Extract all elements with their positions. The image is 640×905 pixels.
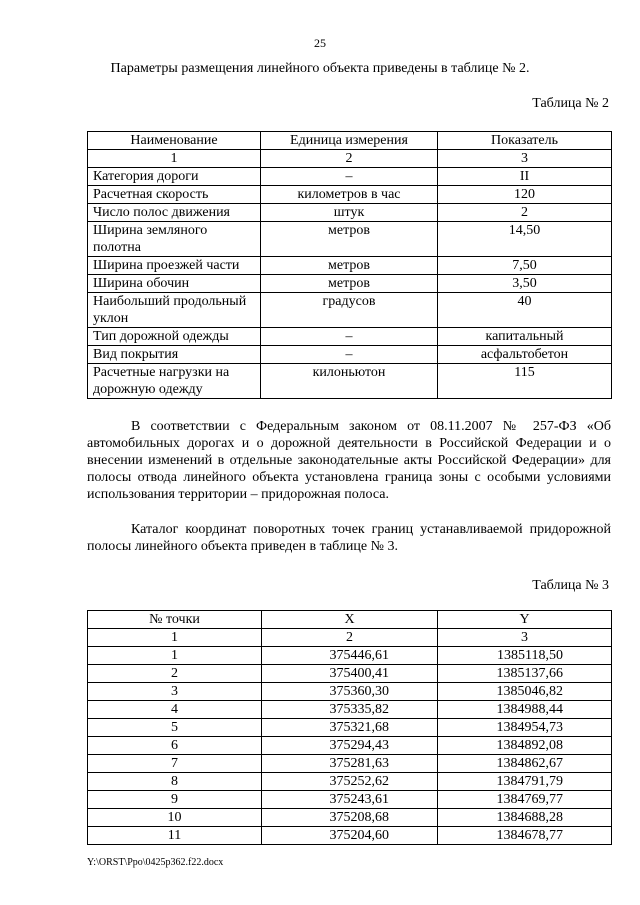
table-2-caption: Таблица № 2: [532, 96, 609, 111]
coordinate-x: 375281,63: [262, 755, 438, 773]
parameter-value: 120: [438, 186, 612, 204]
table-header-row: [88, 132, 612, 150]
parameter-name: Расчетная скорость: [88, 186, 261, 204]
parameter-name: Наибольший продольный уклон: [88, 293, 261, 328]
table-row: [88, 737, 612, 755]
coordinate-y: 1384954,73: [438, 719, 612, 737]
column-number: 3: [438, 629, 612, 647]
header-y: Y: [438, 611, 612, 629]
page-number: 25: [314, 36, 326, 50]
coordinate-y: 1384988,44: [438, 701, 612, 719]
coordinate-x: 375360,30: [262, 683, 438, 701]
parameter-unit: –: [261, 168, 438, 186]
parameter-value: II: [438, 168, 612, 186]
coordinate-x: 375400,41: [262, 665, 438, 683]
parameter-name: Вид покрытия: [88, 346, 261, 364]
coordinate-x: 375446,61: [262, 647, 438, 665]
table-row: [88, 364, 612, 399]
point-number: 10: [88, 809, 262, 827]
table-row: [88, 683, 612, 701]
table-row: [88, 719, 612, 737]
point-number: 4: [88, 701, 262, 719]
coordinate-y: 1384791,79: [438, 773, 612, 791]
coordinate-y: 1384892,08: [438, 737, 612, 755]
column-number: 2: [262, 629, 438, 647]
table-row: [88, 346, 612, 364]
table-row: [88, 827, 612, 845]
parameter-unit: метров: [261, 257, 438, 275]
parameter-name: Расчетные нагрузки на дорожную одежду: [88, 364, 261, 399]
parameter-name: Тип дорожной одежды: [88, 328, 261, 346]
parameter-name: Категория дороги: [88, 168, 261, 186]
coordinate-y: 1384678,77: [438, 827, 612, 845]
coordinate-y: 1384769,77: [438, 791, 612, 809]
coordinate-y: 1384862,67: [438, 755, 612, 773]
point-number: 3: [88, 683, 262, 701]
parameter-value: 2: [438, 204, 612, 222]
coordinates-table: [87, 610, 612, 845]
table-row: [88, 701, 612, 719]
parameter-value: 40: [438, 293, 612, 328]
column-number: 2: [261, 150, 438, 168]
coordinate-x: 375243,61: [262, 791, 438, 809]
parameter-value: 3,50: [438, 275, 612, 293]
column-number: 1: [88, 150, 261, 168]
point-number: 9: [88, 791, 262, 809]
parameter-unit: километров в час: [261, 186, 438, 204]
parameter-value: 115: [438, 364, 612, 399]
column-numbering-row: [88, 150, 612, 168]
coordinate-x: 375294,43: [262, 737, 438, 755]
point-number: 1: [88, 647, 262, 665]
parameter-value: 14,50: [438, 222, 612, 257]
point-number: 11: [88, 827, 262, 845]
table-row: [88, 222, 612, 257]
table-row: [88, 257, 612, 275]
parameter-unit: метров: [261, 222, 438, 257]
paragraph-catalog: Каталог координат поворотных точек границ устанавливаемой придорожной полосы линейного объекта приведен в таблице № 3.: [87, 522, 611, 554]
parameter-name: Ширина обочин: [88, 275, 261, 293]
parameter-name: Ширина проезжей части: [88, 257, 261, 275]
parameter-unit: –: [261, 328, 438, 346]
header-point: № точки: [88, 611, 262, 629]
parameter-value: асфальтобетон: [438, 346, 612, 364]
header-x: X: [262, 611, 438, 629]
parameters-table: [87, 131, 612, 399]
table-row: [88, 791, 612, 809]
point-number: 2: [88, 665, 262, 683]
coordinate-x: 375252,62: [262, 773, 438, 791]
parameter-unit: градусов: [261, 293, 438, 328]
parameter-name: Число полос движения: [88, 204, 261, 222]
parameter-unit: метров: [261, 275, 438, 293]
table-row: [88, 186, 612, 204]
table-header-row: [88, 611, 612, 629]
table-row: [88, 665, 612, 683]
point-number: 6: [88, 737, 262, 755]
table-row: [88, 204, 612, 222]
table-row: [88, 275, 612, 293]
parameter-unit: штук: [261, 204, 438, 222]
table-3-caption: Таблица № 3: [532, 578, 609, 593]
table-row: [88, 647, 612, 665]
column-number: 1: [88, 629, 262, 647]
paragraph-law: В соответствии с Федеральным законом от 08.11.2007 № 257-ФЗ «Об автомобильных дорогах и о дорожной деятельности в Российской Федерации и о внесении изменений в отдельные законодательные акты Российской Федерации» для полосы отвода линейного объекта установлена граница зоны с особыми условиями использования территории – придорожная полоса.: [87, 419, 611, 502]
header-value: Показатель: [438, 132, 612, 150]
parameter-name: Ширина земляного полотна: [88, 222, 261, 257]
coordinate-y: 1384688,28: [438, 809, 612, 827]
table-row: [88, 328, 612, 346]
parameter-unit: килоньютон: [261, 364, 438, 399]
coordinate-x: 375204,60: [262, 827, 438, 845]
parameter-unit: –: [261, 346, 438, 364]
table-row: [88, 755, 612, 773]
file-path-footer: Y:\ORST\Ppo\0425p362.f22.docx: [87, 857, 224, 868]
coordinate-x: 375335,82: [262, 701, 438, 719]
column-number: 3: [438, 150, 612, 168]
table-row: [88, 809, 612, 827]
header-name: Наименование: [88, 132, 261, 150]
table-row: [88, 293, 612, 328]
point-number: 7: [88, 755, 262, 773]
coordinate-x: 375321,68: [262, 719, 438, 737]
parameter-value: 7,50: [438, 257, 612, 275]
point-number: 8: [88, 773, 262, 791]
table-row: [88, 773, 612, 791]
intro-text: Параметры размещения линейного объекта приведены в таблице № 2.: [110, 61, 530, 76]
coordinate-y: 1385046,82: [438, 683, 612, 701]
point-number: 5: [88, 719, 262, 737]
coordinate-y: 1385118,50: [438, 647, 612, 665]
header-unit: Единица измерения: [261, 132, 438, 150]
coordinate-y: 1385137,66: [438, 665, 612, 683]
coordinate-x: 375208,68: [262, 809, 438, 827]
column-numbering-row: [88, 629, 612, 647]
table-row: [88, 168, 612, 186]
parameter-value: капитальный: [438, 328, 612, 346]
